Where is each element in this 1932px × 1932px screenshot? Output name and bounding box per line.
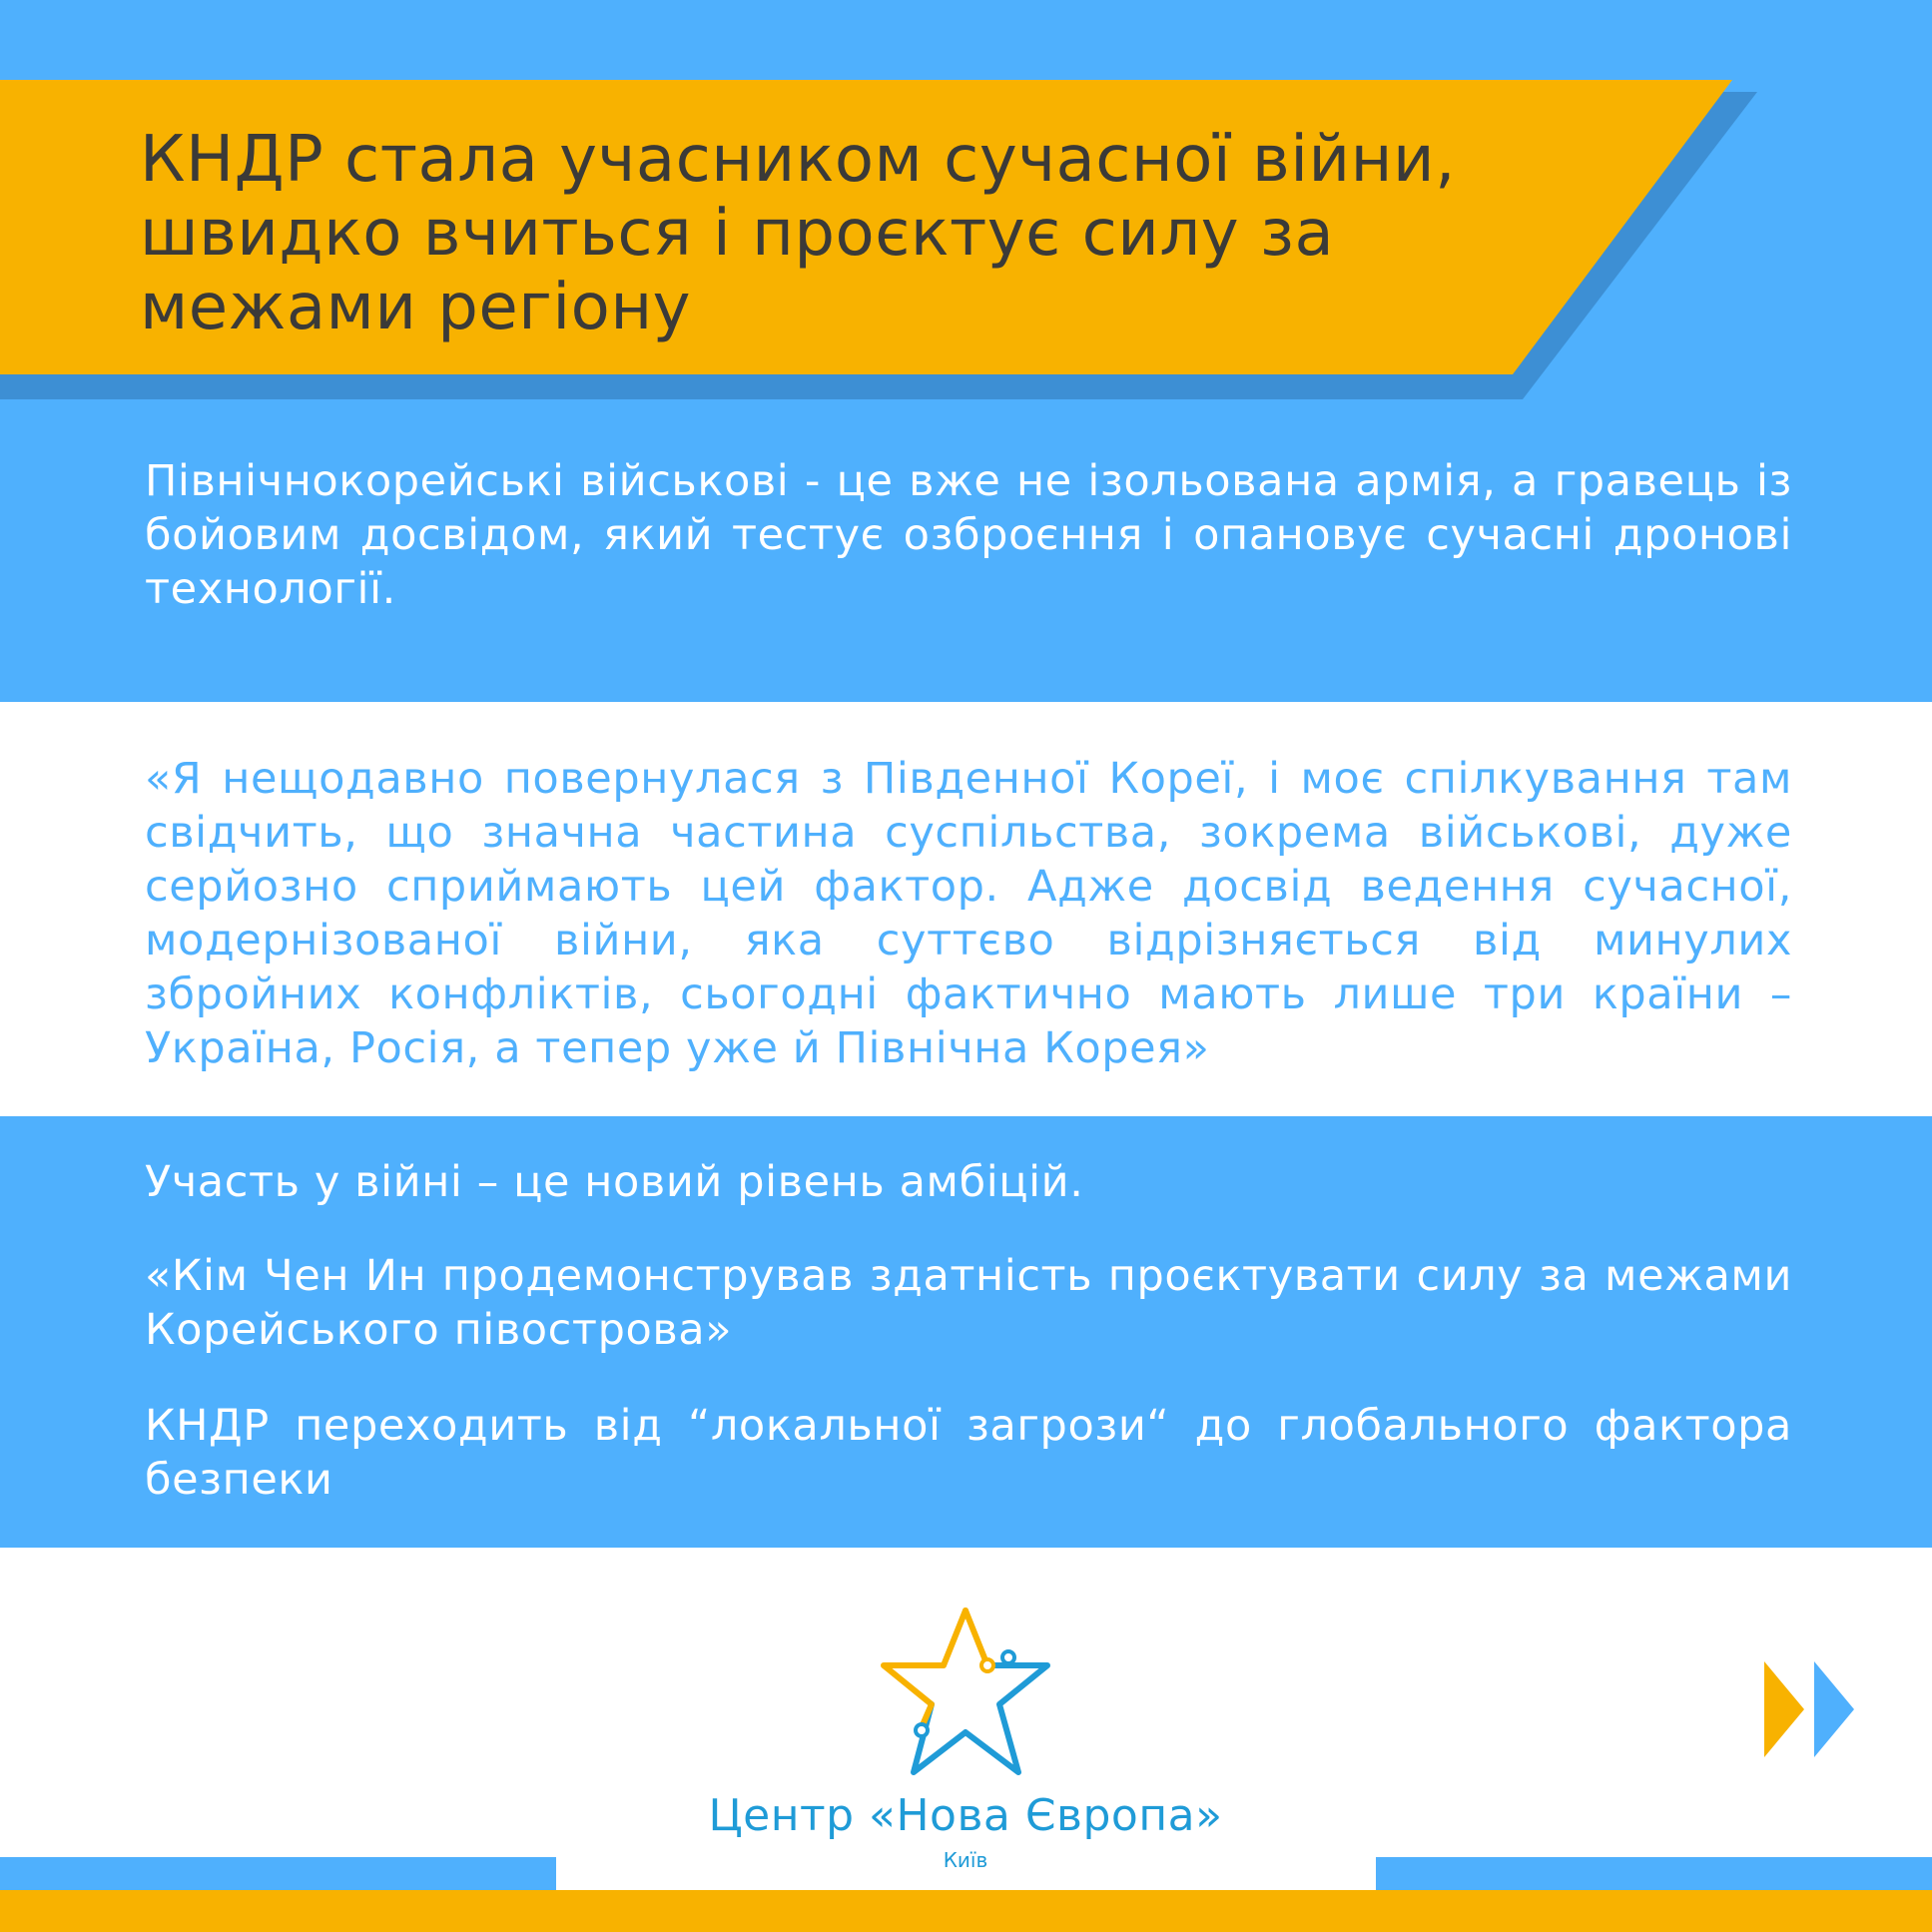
page-title: КНДР стала учасником сучасної війни, швидко вчиться і проєктує силу за межами регіону — [140, 123, 1456, 344]
participation-paragraph: Участь у війні – це новий рівень амбіцій. — [145, 1157, 1084, 1207]
kim-quote-paragraph: «Кім Чен Ин продемонстрував здатність проєктувати силу за межами Корейського півострова» — [145, 1251, 1792, 1355]
star-logo-icon — [874, 1603, 1058, 1782]
quote-paragraph: «Я нещодавно повернулася з Південної Кореї, і моє спілкування там свідчить, що значна частина суспільства, зокрема військові, дуже серйозно сприймають цей фактор. Адже досвід ведення сучасної, модернізованої війни, яка суттєво відрізняється від минулих збройних конфліктів, сьогодні фактично мають лише три країни – Україна, Росія, а тепер уже й Північна Корея» — [145, 754, 1792, 1073]
logo-name: Центр «Нова Європа» — [708, 1790, 1223, 1841]
footer-yellow-strip — [0, 1890, 1932, 1932]
next-arrows-icon[interactable] — [1762, 1659, 1862, 1759]
logo-city: Київ — [943, 1848, 988, 1872]
footer-blue-strip-right — [1376, 1857, 1932, 1890]
intro-paragraph: Північнокорейські військові - це вже не ізольована армія, а гравець із бойовим досвідом, який тестує озброєння і опановує сучасні дронові технології. — [145, 456, 1792, 614]
conclusion-paragraph: КНДР переходить від “локальної загрози“ до глобального фактора безпеки — [145, 1401, 1792, 1505]
footer-blue-strip-left — [0, 1857, 556, 1890]
